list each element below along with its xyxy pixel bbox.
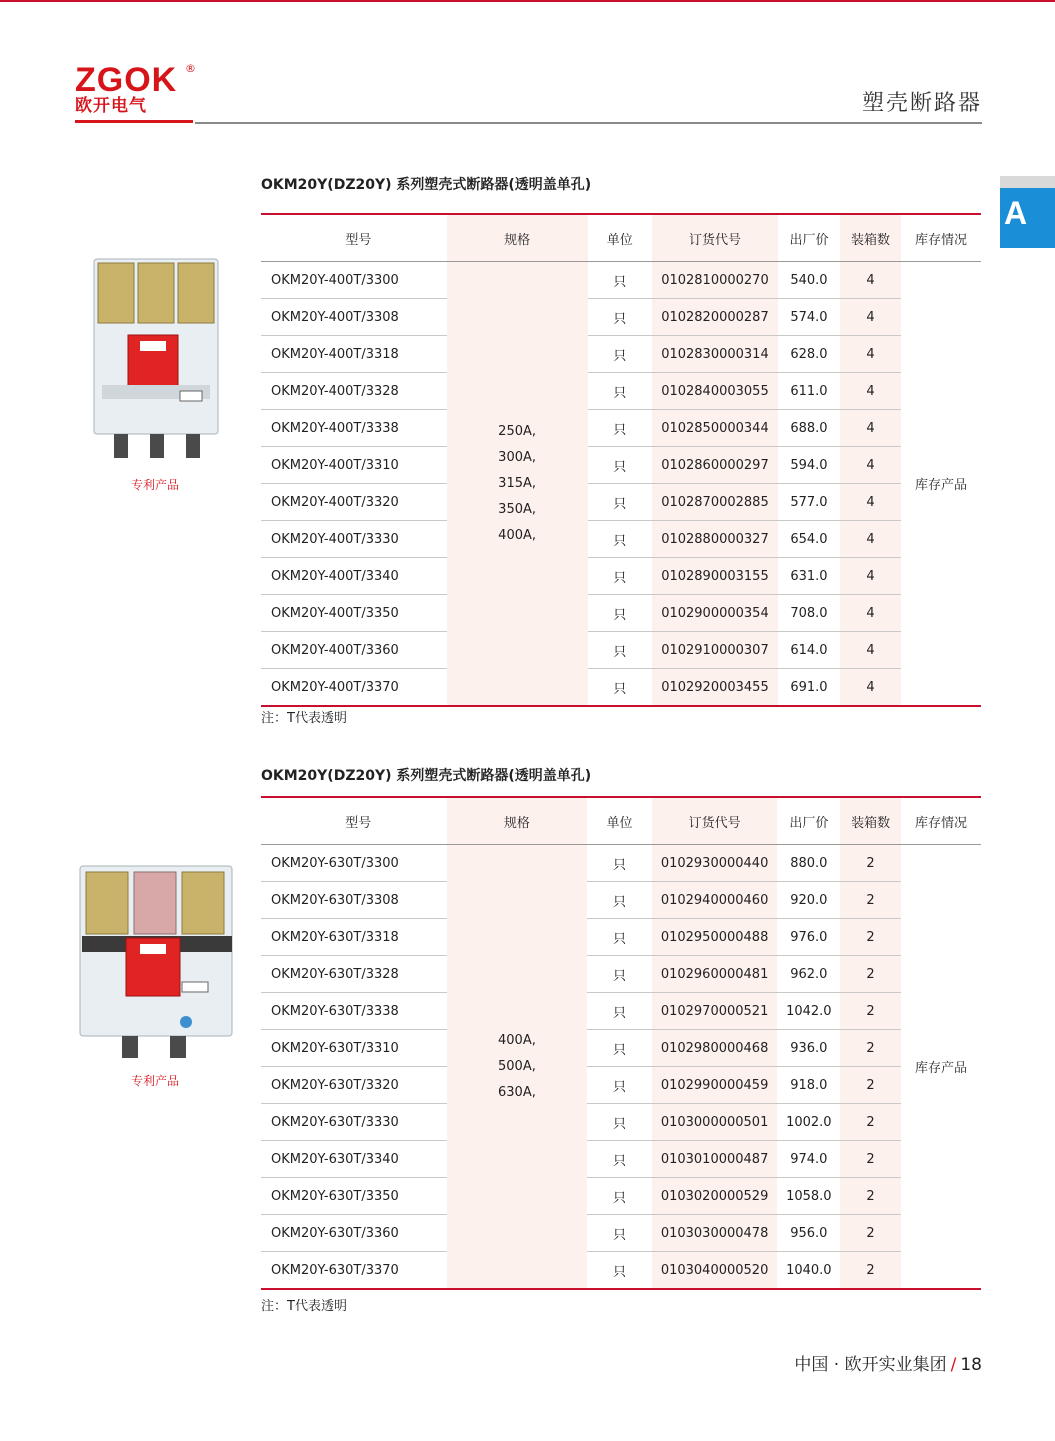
cell-model: OKM20Y-630T/3350 — [261, 1178, 447, 1215]
cell-box: 4 — [840, 262, 901, 299]
cell-spec — [447, 845, 588, 1290]
cell-unit: 只 — [588, 299, 653, 336]
table-row — [261, 669, 981, 707]
table-header-row — [261, 797, 981, 845]
header-rule — [195, 122, 982, 124]
cell-unit: 只 — [587, 1141, 651, 1178]
cell-box: 4 — [840, 373, 901, 410]
spec-value: 300A, — [498, 449, 537, 465]
cell-price: 1058.0 — [777, 1178, 840, 1215]
col-stock: 库存情况 — [901, 797, 981, 845]
cell-code: 0103030000478 — [652, 1215, 778, 1252]
cell-unit: 只 — [588, 669, 653, 707]
cell-model: OKM20Y-400T/3330 — [261, 521, 447, 558]
cell-price: 688.0 — [778, 410, 840, 447]
cell-box: 4 — [840, 595, 901, 632]
spec-value: 315A, — [498, 475, 537, 491]
patent-label: 专利产品 — [131, 478, 180, 492]
cell-stock: 库存产品 — [901, 262, 981, 707]
cell-unit: 只 — [587, 993, 651, 1030]
table-row — [261, 1104, 981, 1141]
cell-code: 0102830000314 — [652, 336, 778, 373]
cell-price: 936.0 — [777, 1030, 840, 1067]
cell-box: 4 — [840, 521, 901, 558]
cell-code: 0102930000440 — [652, 845, 778, 882]
logo-wordmark: ZGOK — [75, 61, 178, 99]
cell-box: 2 — [840, 1104, 901, 1141]
spec-value: 400A, — [498, 1032, 536, 1048]
table-row — [261, 882, 981, 919]
table-row — [261, 558, 981, 595]
table-row — [261, 1178, 981, 1215]
col-box: 装箱数 — [840, 214, 901, 262]
col-spec: 规格 — [447, 214, 588, 262]
cell-unit: 只 — [588, 558, 653, 595]
cell-box: 4 — [840, 410, 901, 447]
cell-code: 0102820000287 — [652, 299, 778, 336]
cell-unit: 只 — [587, 956, 651, 993]
side-tab-bar — [1000, 176, 1055, 188]
col-price: 出厂价 — [778, 214, 840, 262]
cell-box: 2 — [840, 1067, 901, 1104]
cell-unit: 只 — [587, 1178, 651, 1215]
cell-model: OKM20Y-400T/3350 — [261, 595, 447, 632]
footer-company: 中国 · 欧开实业集团 — [794, 1355, 947, 1375]
cell-price: 577.0 — [778, 484, 840, 521]
cell-unit: 只 — [588, 521, 653, 558]
cell-model: OKM20Y-400T/3360 — [261, 632, 447, 669]
table-row — [261, 484, 981, 521]
table-row — [261, 1141, 981, 1178]
cell-box: 4 — [840, 558, 901, 595]
section-title: OKM20Y(DZ20Y) 系列塑壳式断路器(透明盖单孔) — [261, 768, 592, 784]
patent-label: 专利产品 — [131, 1074, 180, 1088]
cell-box: 2 — [840, 993, 901, 1030]
table-row — [261, 262, 981, 299]
cell-code: 0102880000327 — [652, 521, 778, 558]
table-row — [261, 632, 981, 669]
cell-stock: 库存产品 — [901, 845, 981, 1290]
cell-unit: 只 — [588, 595, 653, 632]
cell-box: 4 — [840, 299, 901, 336]
cell-box: 4 — [840, 447, 901, 484]
table-row — [261, 373, 981, 410]
cell-price: 880.0 — [777, 845, 840, 882]
price-table-630 — [261, 796, 981, 1290]
table-row — [261, 1252, 981, 1290]
cell-code: 0102940000460 — [652, 882, 778, 919]
cell-unit: 只 — [587, 1030, 651, 1067]
cell-code: 0102890003155 — [652, 558, 778, 595]
col-model: 型号 — [261, 214, 447, 262]
spec-value: 630A, — [498, 1084, 536, 1100]
cell-box: 4 — [840, 336, 901, 373]
cell-price: 594.0 — [778, 447, 840, 484]
table-row — [261, 447, 981, 484]
cell-model: OKM20Y-630T/3338 — [261, 993, 447, 1030]
table-row — [261, 956, 981, 993]
cell-box: 2 — [840, 1178, 901, 1215]
page-footer — [794, 1350, 982, 1375]
cell-price: 708.0 — [778, 595, 840, 632]
cell-box: 2 — [840, 1030, 901, 1067]
cell-box: 2 — [840, 956, 901, 993]
table-row — [261, 919, 981, 956]
cell-model: OKM20Y-400T/3338 — [261, 410, 447, 447]
cell-price: 956.0 — [777, 1215, 840, 1252]
cell-model: OKM20Y-400T/3370 — [261, 669, 447, 707]
cell-price: 962.0 — [777, 956, 840, 993]
cell-code: 0102910000307 — [652, 632, 778, 669]
cell-unit: 只 — [588, 336, 653, 373]
spec-value: 500A, — [498, 1058, 536, 1074]
cell-code: 0102920003455 — [652, 669, 778, 707]
spec-value: 350A, — [498, 501, 537, 517]
cell-code: 0103020000529 — [652, 1178, 778, 1215]
cell-price: 920.0 — [777, 882, 840, 919]
cell-model: OKM20Y-400T/3308 — [261, 299, 447, 336]
cell-model: OKM20Y-400T/3328 — [261, 373, 447, 410]
col-code: 订货代号 — [652, 214, 778, 262]
cell-box: 4 — [840, 632, 901, 669]
cell-price: 654.0 — [778, 521, 840, 558]
cell-model: OKM20Y-630T/3308 — [261, 882, 447, 919]
cell-price: 1042.0 — [777, 993, 840, 1030]
cell-code: 0103040000520 — [652, 1252, 778, 1290]
cell-model: OKM20Y-630T/3330 — [261, 1104, 447, 1141]
cell-code: 0102900000354 — [652, 595, 778, 632]
cell-model: OKM20Y-630T/3320 — [261, 1067, 447, 1104]
cell-code: 0102840003055 — [652, 373, 778, 410]
table-header-row — [261, 214, 981, 262]
cell-unit: 只 — [588, 373, 653, 410]
col-model: 型号 — [261, 797, 447, 845]
col-code: 订货代号 — [652, 797, 778, 845]
cell-unit: 只 — [588, 484, 653, 521]
page-title: 塑壳断路器 — [861, 91, 982, 116]
breaker-630a-image — [78, 862, 236, 1060]
cell-unit: 只 — [587, 1215, 651, 1252]
cell-model: OKM20Y-630T/3340 — [261, 1141, 447, 1178]
cell-unit: 只 — [587, 882, 651, 919]
registered-mark: ® — [185, 62, 196, 75]
cell-model: OKM20Y-630T/3328 — [261, 956, 447, 993]
cell-model: OKM20Y-630T/3310 — [261, 1030, 447, 1067]
cell-unit: 只 — [587, 1067, 651, 1104]
cell-unit: 只 — [588, 262, 653, 299]
section-tab[interactable]: A — [1000, 188, 1055, 248]
table-row — [261, 299, 981, 336]
table-row — [261, 1067, 981, 1104]
cell-code: 0102850000344 — [652, 410, 778, 447]
cell-price: 976.0 — [777, 919, 840, 956]
top-accent-line — [0, 0, 1055, 2]
section-title: OKM20Y(DZ20Y) 系列塑壳式断路器(透明盖单孔) — [261, 177, 592, 193]
logo-underline — [75, 120, 193, 123]
table-row — [261, 336, 981, 373]
cell-price: 1040.0 — [777, 1252, 840, 1290]
spec-value: 400A, — [498, 527, 537, 543]
logo-subtitle: 欧开电气 — [75, 96, 147, 116]
cell-code: 0102960000481 — [652, 956, 778, 993]
page-number: 18 — [960, 1355, 982, 1375]
cell-price: 1002.0 — [777, 1104, 840, 1141]
brand-logo — [75, 62, 200, 124]
table-row — [261, 845, 981, 882]
cell-spec — [447, 262, 588, 707]
cell-code: 0102980000468 — [652, 1030, 778, 1067]
cell-model: OKM20Y-400T/3318 — [261, 336, 447, 373]
table-row — [261, 595, 981, 632]
cell-box: 2 — [840, 1215, 901, 1252]
cell-price: 614.0 — [778, 632, 840, 669]
cell-unit: 只 — [588, 410, 653, 447]
table-note: 注：T代表透明 — [261, 1299, 347, 1314]
table-row — [261, 1215, 981, 1252]
cell-box: 2 — [840, 882, 901, 919]
cell-model: OKM20Y-400T/3310 — [261, 447, 447, 484]
cell-price: 574.0 — [778, 299, 840, 336]
col-unit: 单位 — [588, 214, 653, 262]
cell-price: 628.0 — [778, 336, 840, 373]
cell-price: 540.0 — [778, 262, 840, 299]
cell-box: 4 — [840, 484, 901, 521]
col-box: 装箱数 — [840, 797, 901, 845]
cell-model: OKM20Y-630T/3318 — [261, 919, 447, 956]
cell-code: 0102870002885 — [652, 484, 778, 521]
cell-code: 0102970000521 — [652, 993, 778, 1030]
cell-code: 0103010000487 — [652, 1141, 778, 1178]
cell-model: OKM20Y-400T/3300 — [261, 262, 447, 299]
cell-code: 0102990000459 — [652, 1067, 778, 1104]
cell-price: 918.0 — [777, 1067, 840, 1104]
cell-unit: 只 — [587, 845, 651, 882]
spec-value: 250A, — [498, 423, 537, 439]
cell-unit: 只 — [588, 447, 653, 484]
cell-price: 631.0 — [778, 558, 840, 595]
table-note: 注：T代表透明 — [261, 711, 347, 726]
cell-unit: 只 — [587, 1104, 651, 1141]
cell-price: 974.0 — [777, 1141, 840, 1178]
breaker-400a-image — [92, 255, 222, 460]
cell-code: 0103000000501 — [652, 1104, 778, 1141]
table-row — [261, 1030, 981, 1067]
cell-model: OKM20Y-400T/3340 — [261, 558, 447, 595]
cell-model: OKM20Y-400T/3320 — [261, 484, 447, 521]
cell-model: OKM20Y-630T/3300 — [261, 845, 447, 882]
cell-code: 0102810000270 — [652, 262, 778, 299]
cell-box: 2 — [840, 919, 901, 956]
footer-slash: / — [950, 1355, 957, 1375]
cell-model: OKM20Y-630T/3370 — [261, 1252, 447, 1290]
cell-code: 0102860000297 — [652, 447, 778, 484]
cell-box: 2 — [840, 845, 901, 882]
cell-price: 691.0 — [778, 669, 840, 707]
cell-unit: 只 — [587, 1252, 651, 1290]
cell-unit: 只 — [588, 632, 653, 669]
cell-box: 2 — [840, 1252, 901, 1290]
col-stock: 库存情况 — [901, 214, 981, 262]
cell-code: 0102950000488 — [652, 919, 778, 956]
cell-unit: 只 — [587, 919, 651, 956]
cell-model: OKM20Y-630T/3360 — [261, 1215, 447, 1252]
col-unit: 单位 — [587, 797, 651, 845]
col-spec: 规格 — [447, 797, 588, 845]
price-table-400 — [261, 213, 981, 707]
table-row — [261, 410, 981, 447]
cell-box: 4 — [840, 669, 901, 707]
table-row — [261, 521, 981, 558]
col-price: 出厂价 — [777, 797, 840, 845]
table-row — [261, 993, 981, 1030]
cell-price: 611.0 — [778, 373, 840, 410]
cell-box: 2 — [840, 1141, 901, 1178]
